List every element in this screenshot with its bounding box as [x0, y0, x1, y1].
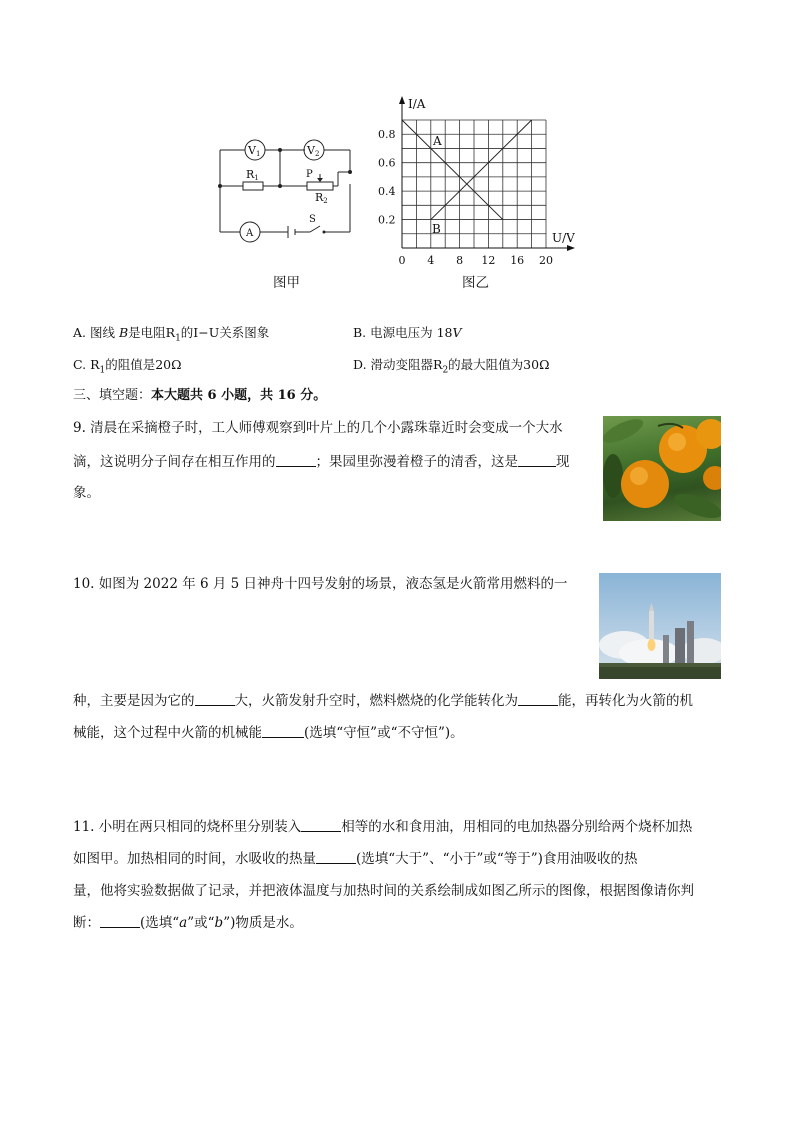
x-tick-label: 16 — [510, 254, 525, 267]
q9-line1: 9. 清晨在采摘橙子时，工人师傅观察到叶片上的几个小露珠靠近时会变成一个大水 — [73, 420, 563, 436]
section-heading: 三、填空题：本大题共 6 小题，共 16 分。 — [73, 388, 327, 403]
q11-blank-3[interactable] — [100, 915, 140, 928]
circuit-caption: 图甲 — [273, 275, 300, 291]
q10-line3: 械能，这个过程中火箭的机械能 (选填“守恒”或“不守恒”)。 — [73, 725, 464, 741]
x-tick-label: 0 — [398, 254, 406, 267]
q10-blank-2[interactable] — [518, 693, 558, 706]
circuit-diagram — [210, 132, 360, 247]
line-a-label: A — [433, 134, 442, 148]
q9-blank-1[interactable] — [276, 454, 316, 467]
series-line-b — [431, 120, 532, 220]
option-a: A. 图线 B是电阻$R_1$的I−U关系图象 — [73, 325, 270, 344]
x-axis-label: U/V — [552, 231, 575, 245]
r2-label: R2 — [315, 191, 328, 205]
q11-line1: 11. 小明在两只相同的烧杯里分别装入 相等的水和食用油，用相同的电加热器分别给两个烧杯加热 — [73, 819, 693, 835]
y-tick-label: 0.2 — [378, 213, 396, 227]
y-axis-label: I/A — [408, 97, 426, 111]
q11-blank-1[interactable] — [301, 819, 341, 832]
switch-label: S — [309, 214, 316, 225]
v1-label: V1 — [248, 144, 261, 158]
resistor-r1 — [243, 182, 263, 190]
q11-line4: 断： (选填“a”或“b”)物质是水。 — [73, 915, 303, 931]
x-tick-label: 20 — [539, 254, 553, 267]
iu-graph — [370, 92, 580, 272]
y-tick-label: 0.6 — [378, 156, 396, 170]
option-c: C. $R_1$的阻值是20Ω — [73, 357, 182, 376]
q11-line3: 量，他将实验数据做了记录，并把液体温度与加热时间的关系绘制成如图乙所示的图像，根据图像请你判 — [73, 883, 694, 899]
q10-line1: 10. 如图为 2022 年 6 月 5 日神舟十四号发射的场景，液态氢是火箭常用燃料的一 — [73, 576, 568, 592]
line-b-label: B — [432, 222, 441, 236]
q10-line2: 种，主要是因为它的 大，火箭发射升空时，燃料燃烧的化学能转化为 能，再转化为火箭的机 — [73, 693, 693, 709]
p-label: P — [306, 169, 313, 180]
series-line-a — [402, 120, 503, 220]
x-tick-label: 12 — [481, 254, 496, 267]
q11-blank-2[interactable] — [316, 851, 356, 864]
option-b: B. 电源电压为 18V — [353, 325, 462, 340]
ammeter-label: A — [246, 228, 254, 239]
q10-blank-1[interactable] — [195, 693, 235, 706]
q11-line2: 如图甲。加热相同的时间，水吸收的热量 (选填“大于”、“小于”或“等于”)食用油吸收的热 — [73, 851, 638, 867]
y-tick-label: 0.8 — [378, 128, 396, 142]
q10-blank-3[interactable] — [262, 725, 304, 738]
q9-blank-2[interactable] — [518, 454, 556, 467]
y-tick-label: 0.4 — [378, 185, 396, 199]
oranges-photo — [603, 416, 721, 521]
x-tick-label: 4 — [427, 254, 435, 267]
graph-caption: 图乙 — [462, 275, 489, 291]
rocket-launch-photo — [599, 573, 721, 679]
option-d: D. 滑动变阻器$R_2$的最大阻值为30Ω — [353, 357, 550, 376]
x-tick-label: 8 — [456, 254, 464, 267]
v2-label: V2 — [307, 144, 320, 158]
resistor-r2 — [307, 182, 333, 190]
q9-line3: 象。 — [73, 485, 100, 501]
r1-label: R1 — [246, 168, 259, 182]
q9-line2: 滴，这说明分子间存在相互作用的 ；果园里弥漫着橙子的清香，这是 现 — [73, 454, 570, 470]
